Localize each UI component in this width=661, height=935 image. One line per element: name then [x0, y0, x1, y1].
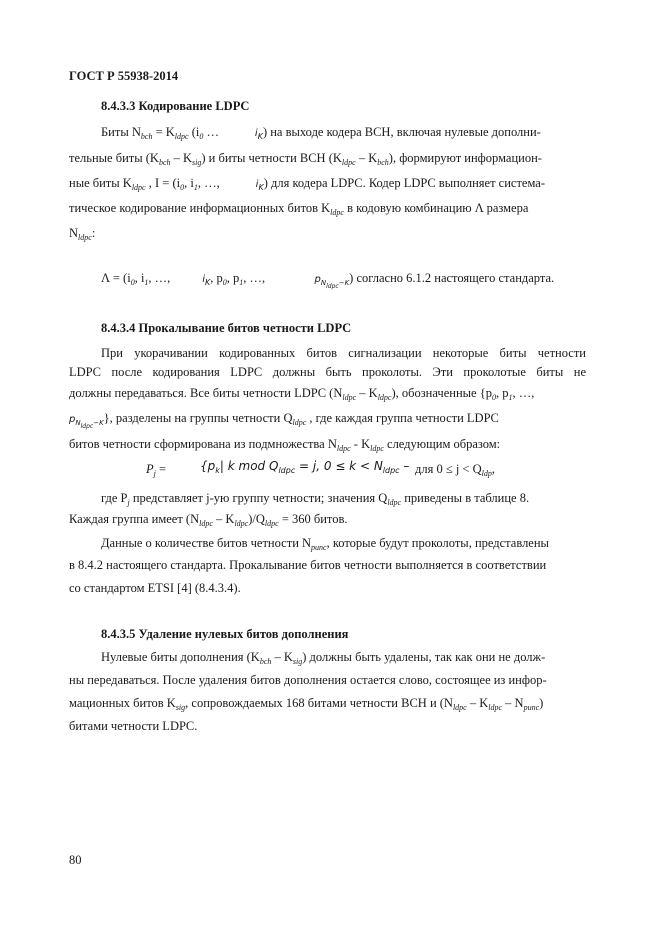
s1-line-2: тельные биты $(K_{bch} - K_{sig})$ и биты четности BCH $(K_{ldpc} - K_{bch})$, формируют информацион-	[69, 151, 542, 167]
s3-line-4: битами четности LDPC.	[69, 719, 198, 733]
parity-group-set: {$p_k|$ k mod $Q_{ldpc} = j$, $0 \le k < N_{ldpc}$ –	[200, 459, 410, 475]
parity-group-formula-lhs: $P_j$ =	[146, 462, 167, 478]
section-heading-8435: 8.4.3.5 Удаление нулевых битов дополнения	[101, 627, 349, 641]
s2-line-5: битов четности сформирована из подмножества $N_{ldpc} - K_{ldpc}$ следующим образом:	[69, 437, 501, 453]
section-heading-8434: 8.4.3.4 Прокалывание битов четности LDPC	[101, 321, 352, 335]
s1-line-4: тическое кодирование информационных битов $K_{ldpc}$ в кодовую комбинацию Λ размера	[69, 201, 529, 217]
s1-line-1: Биты $N_{bch} = K_{ldpc}$ ($i_0$ … $i_K$) на выходе кодера BCH, включая нулевые дополни-	[101, 125, 541, 141]
codeword-formula: $\Lambda = (i_0$, $i_1$, …, $i_K$, $p_0$, $p_1$, …, $p_{N_{ldpc}-K}$) согласно 6.1.2 настоящего стандарта.	[101, 271, 555, 290]
s3-line-3: мационных битов $K_{sig}$, сопровождаемых 168 битами четности BCH и $(N_{ldpc} - K_{ldpc} - N_{punc})$	[69, 696, 544, 712]
s2-line-4: $p_{N_{ldpc}-K}$}, разделены на группы четности $Q_{ldpc}$ , где каждая группа четности LDPC	[69, 411, 499, 430]
s1-line-5: $N_{ldpc}$:	[69, 226, 96, 242]
document-header: ГОСТ Р 55938-2014	[69, 69, 179, 83]
s1-line-3: ные биты $K_{ldpc}$ , $I = (i_0$, $i_1$, …, $i_K$) для кодера LDPC. Кодер LDPC выполняет система-	[69, 176, 546, 192]
s2-line-7: Каждая группа имеет $(N_{ldpc} - K_{ldpc})/Q_{ldpc} = 360$ битов.	[69, 512, 348, 528]
s2-line-6: где $P_j$ представляет j-ую группу четности; значения $Q_{ldpc}$ приведены в таблице 8.	[101, 491, 530, 507]
s3-line-1: Нулевые биты дополнения $(K_{bch} - K_{sig})$ должны быть удалены, так как они не долж-	[101, 650, 546, 666]
s2-line-8: Данные о количестве битов четности $N_{punc}$, которые будут проколоты, представлены	[101, 536, 549, 552]
s2-line-3: должны передаваться. Все биты четности LDPC $(N_{ldpc} - K_{ldpc})$, обозначенные {$p_0$, $p_1$, …,	[69, 386, 535, 402]
s2-line-1: При укорачивании кодированных битов сигнализации некоторые биты четности	[101, 346, 586, 360]
s2-line-10: со стандартом ETSI [4] (8.4.3.4).	[69, 581, 241, 595]
section-heading-8433: 8.4.3.3 Кодирование LDPC	[101, 99, 250, 113]
s3-line-2: ны передаваться. После удаления битов дополнения остается слово, состоящее из инфор-	[69, 673, 547, 687]
s2-line-2: LDPC после кодирования LDPC должны быть проколоты. Эти проколотые биты не	[69, 365, 586, 379]
page-number: 80	[69, 853, 82, 867]
s2-line-9: в 8.4.2 настоящего стандарта. Прокалывание битов четности выполняется в соответствии	[69, 558, 547, 572]
parity-group-condition: для $0 \le j < Q_{ldp}$,	[415, 462, 495, 478]
